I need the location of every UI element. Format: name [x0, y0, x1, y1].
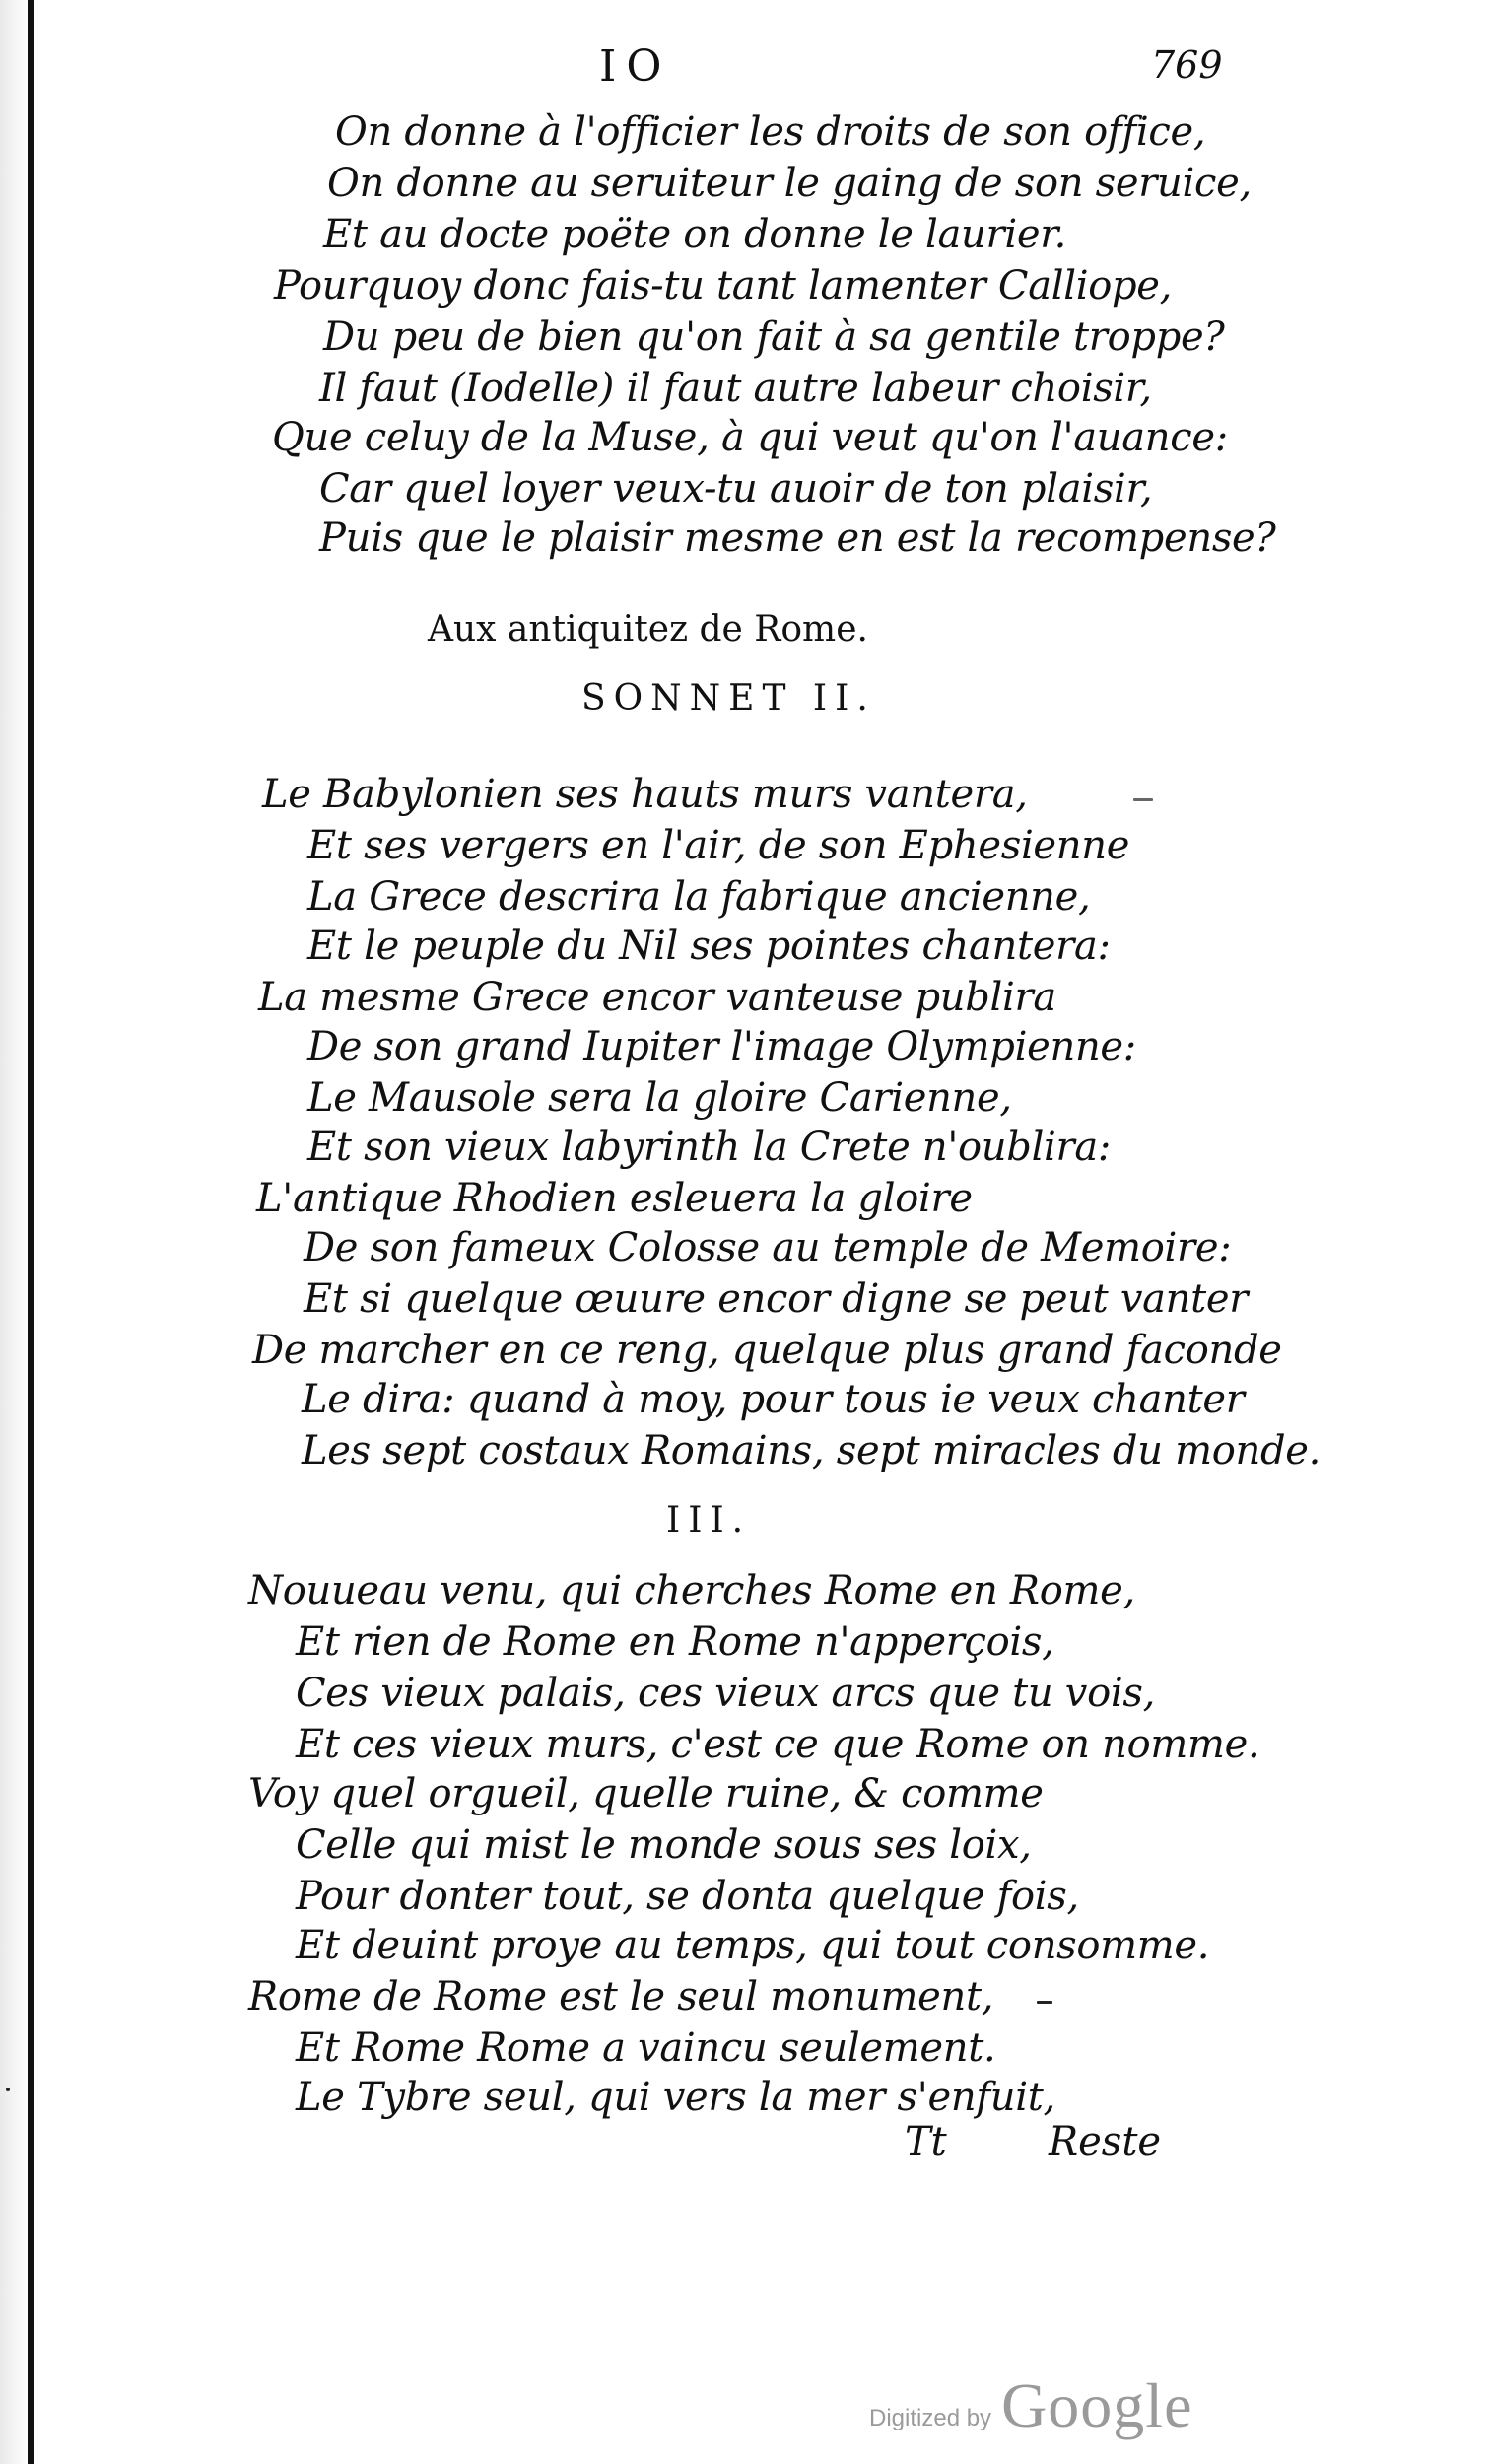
verse-line: Car quel loyer veux-tu auoir de ton plaisir,	[319, 466, 1153, 512]
verse-line: Nouueau venu, qui cherches Rome en Rome,	[248, 1568, 1135, 1613]
verse-line: La mesme Grece encor vanteuse publira	[258, 975, 1056, 1020]
verse-line: Rome de Rome est le seul monument,	[248, 1974, 994, 2019]
sonnet-heading: SONNET II.	[581, 678, 876, 719]
verse-line: Et son vieux labyrinth la Crete n'oublira:	[307, 1125, 1112, 1170]
ink-speck	[6, 2088, 10, 2091]
verse-line: Et Rome Rome a vaincu seulement.	[296, 2025, 996, 2071]
digitized-watermark	[869, 2369, 1192, 2442]
verse-line: Et rien de Rome en Rome n'apperçois,	[296, 1619, 1054, 1665]
verse-line: Pour donter tout, se donta quelque fois,	[296, 1874, 1079, 1919]
verse-line: Pourquoy donc fais-tu tant lamenter Calliope,	[274, 263, 1173, 308]
verse-line: Voy quel orgueil, quelle ruine, & comme	[248, 1771, 1044, 1816]
verse-line: Ces vieux palais, ces vieux arcs que tu vois,	[296, 1671, 1156, 1716]
verse-line: Celle qui mist le monde sous ses loix,	[296, 1822, 1032, 1868]
verse-line: On donne au seruiteur le gaing de son seruice,	[327, 161, 1252, 206]
verse-line: De marcher en ce reng, quelque plus grand faconde	[252, 1328, 1282, 1373]
google-logo: Google	[1001, 2370, 1193, 2440]
verse-line: Le Babylonien ses hauts murs vantera,	[262, 772, 1028, 817]
signature-mark-footer: Tt	[905, 2119, 947, 2164]
verse-line: Le dira: quand à moy, pour tous ie veux chanter	[302, 1377, 1245, 1422]
binding-shadow	[0, 0, 28, 2464]
catchword: Reste	[1049, 2119, 1162, 2164]
ink-speck	[1037, 2001, 1052, 2004]
verse-line: Et au docte poëte on donne le laurier.	[323, 212, 1067, 257]
verse-line: Les sept costaux Romains, sept miracles du monde.	[302, 1428, 1322, 1473]
verse-line: Que celuy de la Muse, à qui veut qu'on l'auance:	[272, 415, 1228, 460]
verse-line: Le Mausole sera la gloire Carienne,	[307, 1075, 1012, 1121]
verse-line: De son grand Iupiter l'image Olympienne:	[307, 1024, 1136, 1069]
verse-line: On donne à l'officier les droits de son office,	[335, 109, 1206, 155]
verse-line: La Grece descrira la fabrique ancienne,	[307, 874, 1091, 920]
verse-line: Il faut (Iodelle) il faut autre labeur choisir,	[319, 366, 1152, 411]
verse-line: De son fameux Colosse au temple de Memoire:	[304, 1225, 1232, 1270]
verse-line: Et ses vergers en l'air, de son Ephesienne	[307, 823, 1130, 868]
page-number: 769	[1151, 43, 1223, 87]
signature-mark: IO	[599, 41, 672, 92]
verse-line: Le Tybre seul, qui vers la mer s'enfuit,	[296, 2075, 1055, 2120]
verse-line: Du peu de bien qu'on fait à sa gentile troppe?	[323, 314, 1225, 360]
ink-speck	[1133, 798, 1153, 801]
verse-line: Et le peuple du Nil ses pointes chantera:	[307, 924, 1111, 969]
verse-line: Et deuint proye au temps, qui tout consomme.	[296, 1923, 1210, 1968]
watermark-prefix: Digitized by	[869, 2405, 992, 2431]
sonnet-heading: III.	[666, 1500, 752, 1540]
verse-line: L'antique Rhodien esleuera la gloire	[256, 1176, 973, 1221]
binding-edge	[28, 0, 34, 2464]
verse-line: Et ces vieux murs, c'est ce que Rome on nomme.	[296, 1722, 1260, 1767]
section-title: Aux antiquitez de Rome.	[428, 609, 868, 650]
verse-line: Puis que le plaisir mesme en est la recompense?	[319, 515, 1276, 561]
verse-line: Et si quelque œuure encor digne se peut vanter	[304, 1276, 1249, 1322]
